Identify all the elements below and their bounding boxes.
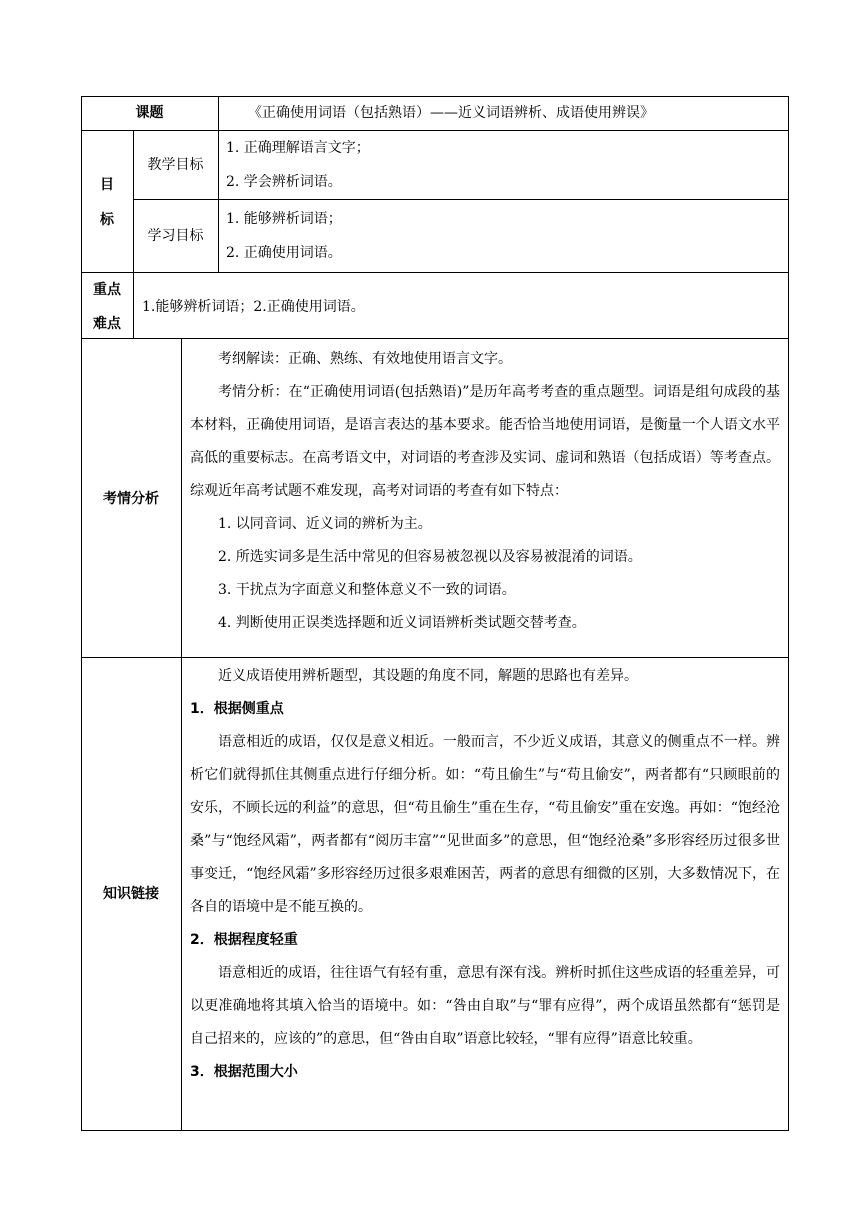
exam-analysis-content [190, 343, 780, 640]
learning-goal-item: 1. 能够辨析词语； [226, 211, 342, 227]
column-divider [218, 96, 219, 130]
topic-label: 课题 [135, 105, 164, 121]
key-points-label-bottom: 难点 [93, 316, 121, 332]
syllabus-paragraph: 考纲解读：正确、熟练、有效地使用语言文字。 [218, 351, 512, 367]
row-divider [133, 199, 789, 200]
knowledge-link-label: 知识链接 [103, 886, 159, 902]
column-divider [133, 130, 134, 272]
row-divider [81, 130, 789, 131]
column-divider [218, 130, 219, 272]
row-divider [81, 657, 789, 658]
column-divider [181, 338, 182, 1131]
teaching-goals-label: 教学目标 [147, 157, 204, 173]
key-points-content: 1.能够辨析词语；2.正确使用词语。 [142, 299, 365, 315]
analysis-paragraph: 考情分析：在“正确使用词语(包括熟语)”是历年高考考查的重点题型。词语是组句成段的基本材料，正确使用词语，是语言表达的基本要求。能否恰当地使用词语，是衡量一个人语文水平高低的重要标志。在高考语文中，对词语的考查涉及实词、虚词和熟语（包括成语）等考查点。综观近年高考试题不难发现，高考对词语的考查有如下特点： [190, 384, 780, 499]
analysis-item: 3. 干扰点为字面意义和整体意义不一致的词语。 [218, 582, 516, 598]
learning-goal-item: 2. 正确使用词语。 [226, 245, 342, 261]
key-points-label-top: 重点 [93, 282, 121, 298]
section-paragraph: 语意相近的成语，往往语气有轻有重，意思有深有浅。辨析时抓住这些成语的轻重差异，可以更准确地将其填入恰当的语境中。如：“咎由自取”与“罪有应得”，两个成语虽然都有“惩罚是自己招来的，应该的”的意思，但“咎由自取”语意比较轻，“罪有应得”语意比较重。 [190, 965, 780, 1047]
goals-label-bottom: 标 [100, 212, 114, 228]
knowledge-link-content [190, 660, 780, 1089]
topic-title: 《正确使用词语（包括熟语）——近义词语辨析、成语使用辨误》 [248, 105, 654, 121]
section-heading: 1．根据侧重点 [190, 701, 284, 717]
section-paragraph: 语意相近的成语，仅仅是意义相近。一般而言，不少近义成语，其意义的侧重点不一样。辨析它们就得抓住其侧重点进行仔细分析。如：“苟且偷生”与“苟且偷安”，两者都有“只顾眼前的安乐，不顾长远的利益”的意思，但“苟且偷生”重在生存，“苟且偷安”重在安逸。再如：“饱经沧桑”与“饱经风霜”，两者都有“阅历丰富”“见世面多”的意思，但“饱经沧桑”多形容经历过很多世事变迁，“饱经风霜”多形容经历过很多艰难困苦，两者的意思有细微的区别，大多数情况下，在各自的语境中是不能互换的。 [190, 734, 780, 915]
analysis-item: 2. 所选实词多是生活中常见的但容易被忽视以及容易被混淆的词语。 [218, 549, 642, 565]
goals-label-top: 目 [100, 177, 114, 193]
row-divider [81, 272, 789, 273]
teaching-goal-item: 1. 正确理解语言文字； [226, 140, 370, 156]
section-heading: 3．根据范围大小 [190, 1064, 298, 1080]
exam-analysis-label: 考情分析 [103, 491, 159, 507]
column-divider [133, 272, 134, 338]
section-heading: 2．根据程度轻重 [190, 932, 298, 948]
row-divider [81, 338, 789, 339]
analysis-item: 4. 判断使用正误类选择题和近义词语辨析类试题交替考查。 [218, 615, 586, 631]
learning-goals-label: 学习目标 [147, 228, 204, 244]
teaching-goal-item: 2. 学会辨析词语。 [226, 174, 342, 190]
analysis-item: 1. 以同音词、近义词的辨析为主。 [218, 516, 432, 532]
intro-paragraph: 近义成语使用辨析题型，其设题的角度不同，解题的思路也有差异。 [218, 668, 638, 684]
